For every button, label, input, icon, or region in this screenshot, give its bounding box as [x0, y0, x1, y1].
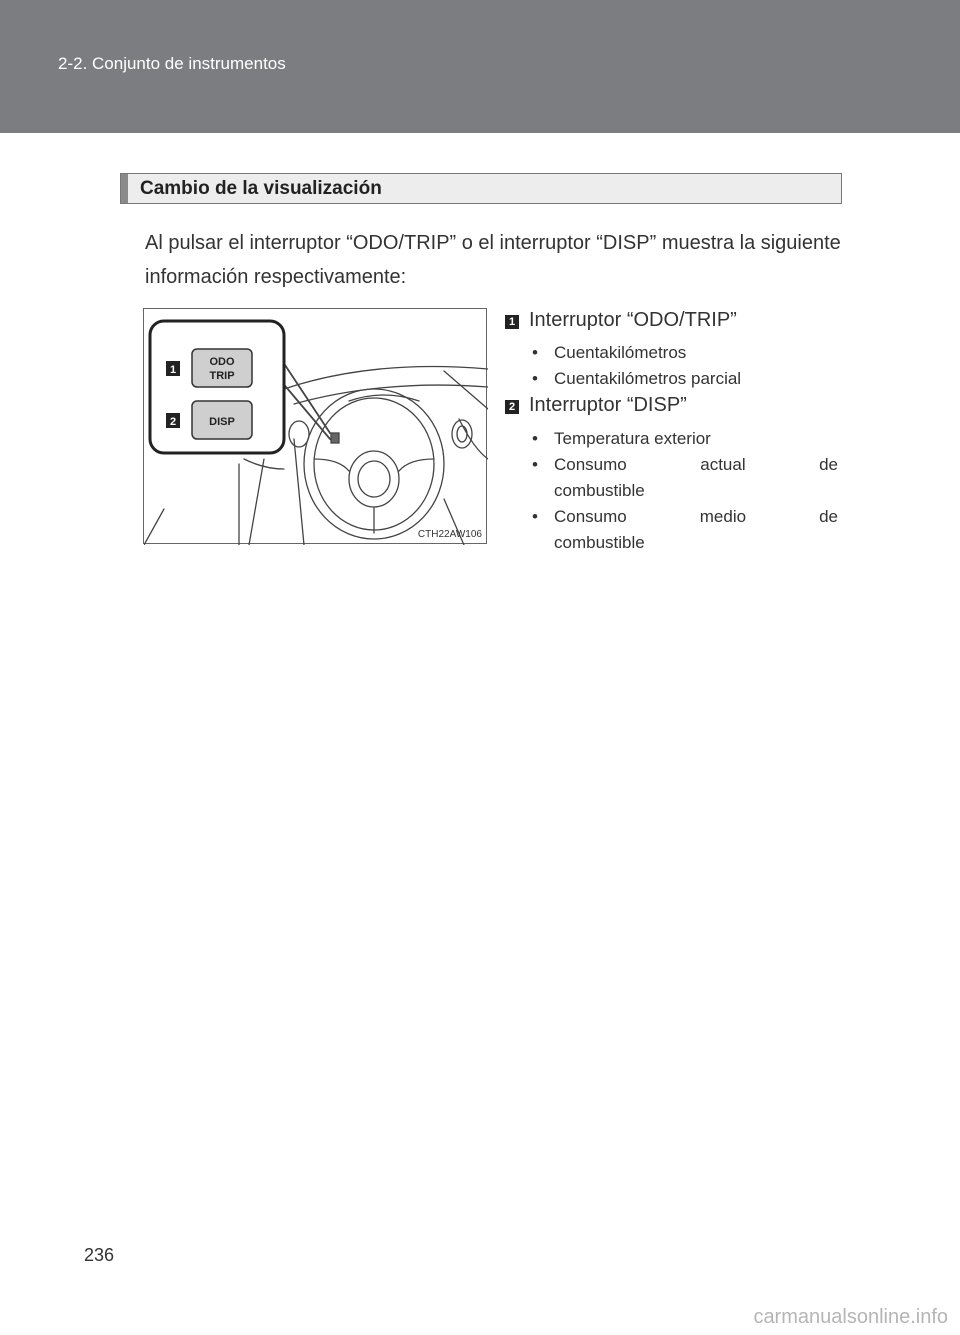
item-1-title: Interruptor “ODO/TRIP”: [529, 309, 737, 331]
list-item: [530, 452, 838, 478]
list-item-line: • Consumo medio de: [554, 507, 838, 526]
callout-2: 2: [169, 416, 177, 428]
item-2-heading: [505, 394, 687, 417]
list-item-line: • Consumo actual de: [554, 455, 838, 474]
section-heading-bar: [121, 174, 128, 203]
list-item: • Cuentakilómetros: [530, 340, 838, 366]
disp-button-label: DISP: [209, 416, 235, 428]
odo-button-line1: ODO: [209, 356, 235, 368]
list-item: • Temperatura exterior: [530, 426, 838, 452]
page-number: 236: [84, 1245, 115, 1265]
watermark: carmanualsonline.info: [753, 1306, 948, 1328]
item-1-number: 1: [505, 315, 519, 329]
item-1-heading: [505, 309, 737, 332]
page-header: [0, 0, 960, 133]
list-item: [530, 504, 838, 530]
section-heading: [120, 173, 842, 204]
figure-code: CTH22AW106: [417, 529, 482, 540]
item-2-number: 2: [505, 400, 519, 414]
odo-button-line2: TRIP: [209, 370, 235, 382]
list-item: • Cuentakilómetros parcial: [530, 366, 838, 392]
item-2-list: [530, 426, 838, 556]
item-1-list: [530, 340, 838, 392]
list-item-continuation: combustible: [554, 481, 645, 500]
list-item-continuation: combustible: [554, 533, 645, 552]
item-2-title: Interruptor “DISP”: [529, 394, 687, 416]
section-title: Cambio de la visualización: [140, 178, 382, 199]
illustration-drawing: [144, 309, 488, 545]
intro-paragraph: Al pulsar el interruptor “ODO/TRIP” o el interruptor “DISP” muestra la siguiente información respectivamente:: [145, 232, 841, 288]
callout-1: 1: [169, 364, 177, 376]
steering-wheel-illustration: [143, 308, 487, 544]
chapter-title: 2-2. Conjunto de instrumentos: [58, 54, 286, 73]
